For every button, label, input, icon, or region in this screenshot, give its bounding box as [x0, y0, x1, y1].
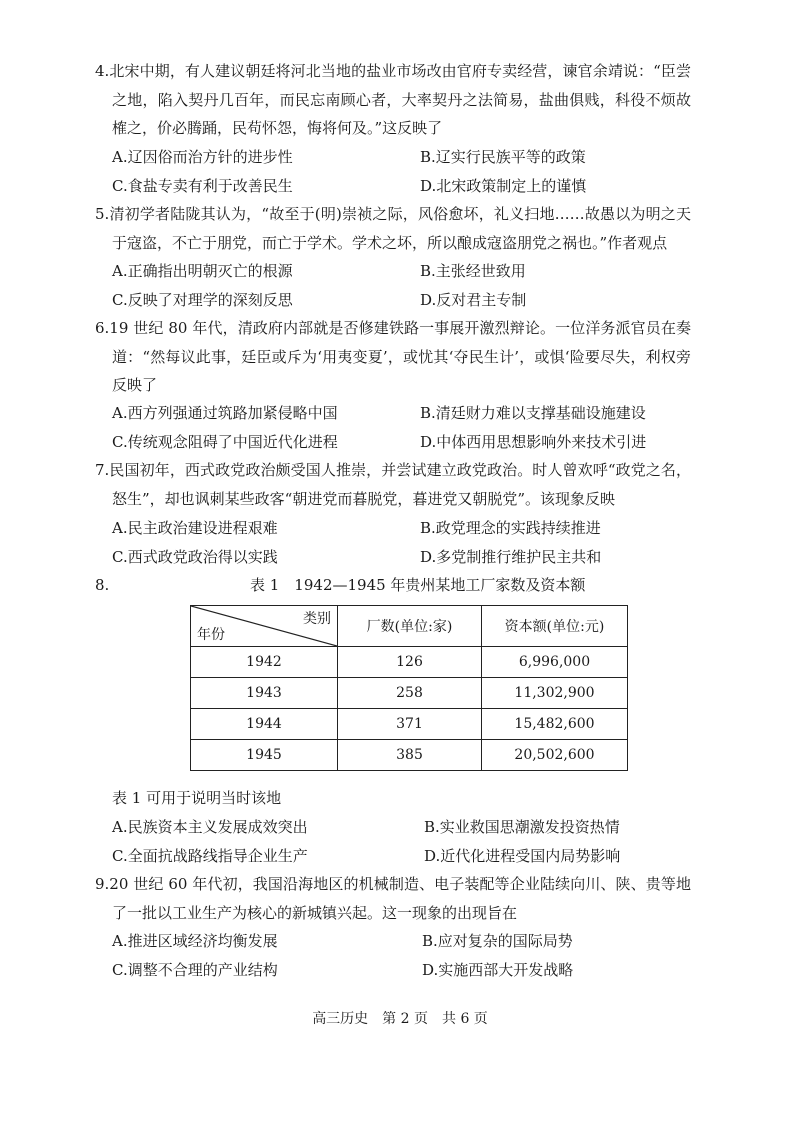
table-row	[191, 709, 628, 740]
q6-stem-line-1: 6.19 世纪 80 年代，清政府内部就是否修建铁路一事展开激烈辩论。一位洋务派官员在奏	[95, 319, 691, 337]
header-factory-count: 厂数(单位:家)	[338, 606, 482, 647]
q4-option-d: D.北宋政策制定上的谨慎	[420, 177, 587, 195]
cell-factories: 371	[338, 709, 482, 740]
q4-stem-line-3: 榷之，价必腾踊，民苟怀怨，悔将何及。”这反映了	[112, 119, 443, 137]
q4-option-b: B.辽实行民族平等的政策	[420, 148, 586, 166]
corner-category-label: 类别	[303, 611, 331, 627]
q7-stem-line-1: 7.民国初年，西式政党政治颇受国人推崇，并尝试建立政党政治。时人曾欢呼“政党之名，	[95, 461, 691, 479]
q5-option-d: D.反对君主专制	[420, 291, 527, 309]
table-title: 表 1 1942—1945 年贵州某地工厂家数及资本额	[250, 576, 586, 594]
q6-option-a: A.西方列强通过筑路加紧侵略中国	[112, 404, 338, 422]
cell-capital: 6,996,000	[482, 647, 628, 678]
q6-stem-line-3: 反映了	[112, 376, 158, 394]
q5-option-b: B.主张经世致用	[420, 262, 526, 280]
q9-option-b: B.应对复杂的国际局势	[422, 932, 573, 950]
q7-option-d: D.多党制推行维护民主共和	[420, 548, 602, 566]
q8-option-a: A.民族资本主义发展成效突出	[112, 818, 308, 836]
q7-stem-line-2: 怒生”，却也讽刺某些政客“朝进党而暮脱党，暮进党又朝脱党”。该现象反映	[112, 490, 616, 508]
cell-capital: 11,302,900	[482, 678, 628, 709]
q8-number: 8.	[95, 576, 110, 594]
q4-stem-line-1: 4.北宋中期，有人建议朝廷将河北当地的盐业市场改由官府专卖经营，谏官余靖说：“臣尝	[95, 62, 691, 80]
table-corner-cell	[191, 606, 338, 647]
q8-option-c: C.全面抗战路线指导企业生产	[112, 847, 308, 865]
cell-factories: 385	[338, 740, 482, 771]
q4-option-a: A.辽因俗而治方针的进步性	[112, 148, 293, 166]
q8-stem: 表 1 可用于说明当时该地	[112, 789, 282, 807]
q5-stem-line-2: 于寇盗，不亡于朋党，而亡于学术。学术之坏，所以酿成寇盗朋党之祸也。”作者观点	[112, 234, 668, 252]
q9-option-c: C.调整不合理的产业结构	[112, 961, 278, 979]
header-capital: 资本额(单位:元)	[482, 606, 628, 647]
q4-stem-line-2: 之地，陷入契丹几百年，而民忘南顾心者，大率契丹之法简易，盐曲俱贱，科役不烦故	[112, 91, 691, 109]
cell-year: 1943	[191, 678, 338, 709]
q8-option-b: B.实业救国思潮激发投资热情	[424, 818, 620, 836]
corner-year-label: 年份	[197, 627, 225, 643]
table-row	[191, 678, 628, 709]
cell-year: 1945	[191, 740, 338, 771]
q5-option-c: C.反映了对理学的深刻反思	[112, 291, 293, 309]
q5-stem-line-1: 5.清初学者陆陇其认为，“故至于(明)崇祯之际，风俗愈坏，礼义扫地……故愚以为明之天	[95, 205, 691, 223]
q5-option-a: A.正确指出明朝灭亡的根源	[112, 262, 293, 280]
q9-option-a: A.推进区域经济均衡发展	[112, 932, 278, 950]
q6-option-c: C.传统观念阻碍了中国近代化进程	[112, 433, 338, 451]
q8-option-d: D.近代化进程受国内局势影响	[424, 847, 621, 865]
table-header-row	[191, 606, 628, 647]
q7-option-a: A.民主政治建设进程艰难	[112, 519, 278, 537]
factory-table	[190, 605, 628, 771]
q6-option-b: B.清廷财力难以支撑基础设施建设	[420, 404, 646, 422]
cell-capital: 20,502,600	[482, 740, 628, 771]
cell-factories: 126	[338, 647, 482, 678]
q9-option-d: D.实施西部大开发战略	[422, 961, 574, 979]
cell-year: 1942	[191, 647, 338, 678]
cell-factories: 258	[338, 678, 482, 709]
q7-option-b: B.政党理念的实践持续推进	[420, 519, 601, 537]
q4-option-c: C.食盐专卖有利于改善民生	[112, 177, 293, 195]
q9-stem-line-2: 了一批以工业生产为核心的新城镇兴起。这一现象的出现旨在	[112, 904, 518, 922]
q9-stem-line-1: 9.20 世纪 60 年代初，我国沿海地区的机械制造、电子装配等企业陆续向川、陕、贵等地	[95, 875, 691, 893]
q7-option-c: C.西式政党政治得以实践	[112, 548, 278, 566]
cell-year: 1944	[191, 709, 338, 740]
q6-option-d: D.中体西用思想影响外来技术引进	[420, 433, 647, 451]
q6-stem-line-2: 道：“然每议此事，廷臣或斥为‘用夷变夏’，或忧其‘夺民生计’，或惧‘险要尽失，利权旁	[112, 348, 691, 366]
cell-capital: 15,482,600	[482, 709, 628, 740]
page-footer: 高三历史 第 2 页 共 6 页	[312, 1011, 488, 1027]
table-row	[191, 740, 628, 771]
table-row	[191, 647, 628, 678]
